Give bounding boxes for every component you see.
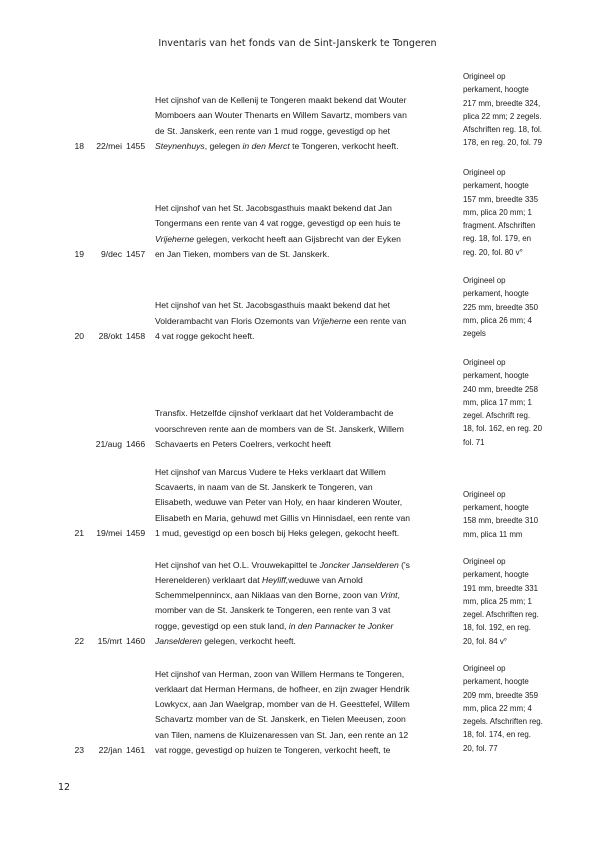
physical-description-line: zegels. Afschriften reg. xyxy=(463,717,543,727)
entry-year: 1457 xyxy=(126,248,146,259)
description-line xyxy=(155,437,455,452)
physical-description-line: perkament, hoogte xyxy=(463,289,529,299)
physical-description-line: mm, plica 11 mm xyxy=(463,529,523,539)
description-line xyxy=(155,298,455,313)
physical-description-line: 191 mm, breedte 331 xyxy=(463,583,539,593)
physical-description-line: zegels xyxy=(463,329,486,339)
italic-place-name: Heyliff, xyxy=(262,574,289,585)
entry-date: 28/okt xyxy=(98,330,122,341)
physical-description-line: perkament, hoogte xyxy=(463,677,529,687)
physical-description-line: Origineel op xyxy=(463,557,506,566)
italic-place-name: Steynenhuys xyxy=(155,140,205,151)
description-line xyxy=(155,480,455,495)
inventory-entry xyxy=(0,555,595,649)
description-line xyxy=(155,108,455,123)
description-line xyxy=(155,634,455,649)
physical-description-line: Origineel op xyxy=(463,664,506,673)
physical-description-line: fol. 71 xyxy=(463,437,485,447)
entry-physical-description xyxy=(463,662,559,755)
description-line xyxy=(155,697,455,712)
entry-date: 15/mrt xyxy=(97,635,122,646)
entry-year: 1460 xyxy=(126,635,146,646)
entry-description xyxy=(155,406,455,452)
italic-place-name: in den Merct xyxy=(242,140,290,151)
entry-number: 19 xyxy=(74,248,84,259)
description-line xyxy=(155,124,455,139)
physical-description-line: 158 mm, breedte 310 xyxy=(463,516,539,526)
text-run: Het cijnshof van Herman, zoon van Willem Hermans te Tongeren, xyxy=(155,668,405,679)
physical-description-line: zegel. Afschriften reg. xyxy=(463,610,539,620)
page-header: Inventaris van het fonds van de Sint-Janskerk te Tongeren xyxy=(158,38,437,49)
physical-description-line: Origineel op xyxy=(463,72,506,81)
entry-physical-description xyxy=(463,488,559,541)
entry-date: 22/jan xyxy=(98,744,122,755)
physical-description-line: Origineel op xyxy=(463,489,506,499)
text-run: Het cijnshof van Marcus Vudere te Heks verklaart dat Willem xyxy=(155,466,386,477)
text-run: Schemmelpennincx, aan Niklaas van den Borne, zoon van xyxy=(155,590,381,601)
text-run: Scavaerts, in naam van de St. Janskerk te Tongeren, van xyxy=(155,482,373,493)
entry-description xyxy=(155,465,455,541)
entry-number: 21 xyxy=(74,527,84,538)
entry-physical-description xyxy=(463,70,559,150)
physical-description-line: 18, fol. 192, en reg. xyxy=(463,623,531,633)
physical-description-line: 178, en reg. 20, fol. 79 xyxy=(463,138,542,148)
entry-description xyxy=(155,298,455,344)
text-run: en Jan Tieken, mombers van de St. Janskerk. xyxy=(155,248,330,259)
entry-description xyxy=(155,558,455,649)
physical-description-line: Origineel op xyxy=(463,168,506,177)
physical-description-line: 18, fol. 162, en reg. 20 xyxy=(463,424,542,434)
physical-description-line: 20, fol. 84 v° xyxy=(463,636,507,646)
description-line xyxy=(155,422,455,437)
physical-description-line: mm, plica 20 mm; 1 xyxy=(463,207,532,217)
entry-number: 23 xyxy=(74,744,84,755)
physical-description-line: 157 mm, breedte 335 xyxy=(463,194,539,204)
description-line xyxy=(155,667,455,682)
physical-description-line: mm, plica 22 mm; 4 xyxy=(463,703,532,713)
physical-description-line: perkament, hoogte xyxy=(463,181,529,191)
description-line xyxy=(155,216,455,231)
text-run: Lowkycx, aan Jan Waelgrap, momber van de H. Geesttefel, Willem xyxy=(155,699,410,710)
physical-description-line: perkament, hoogte xyxy=(463,85,529,95)
description-line xyxy=(155,139,455,154)
entry-physical-description xyxy=(463,274,559,340)
text-run: Herenelderen) verklaart dat xyxy=(155,574,262,585)
text-run: rogge, gevestigd op een stuk land, xyxy=(155,620,289,631)
physical-description-line: fragment. Afschriften xyxy=(463,221,536,231)
physical-description-line: 209 mm, breedte 359 xyxy=(463,690,539,700)
entry-year: 1455 xyxy=(126,140,146,151)
text-run: Het cijnshof van het St. Jacobsgasthuis maakt bekend dat het xyxy=(155,300,391,311)
italic-place-name: in den Pannacker te Jonker xyxy=(288,620,394,631)
physical-description-line: perkament, hoogte xyxy=(463,371,529,381)
entry-number: 18 xyxy=(74,140,84,151)
text-run: 1 mud, gevestigd op een bosch bij Heks gelegen, gekocht heeft. xyxy=(155,527,400,538)
text-run: Transfix. Hetzelfde cijnshof verklaart dat het Volderambacht de xyxy=(155,408,394,419)
physical-description-line: 225 mm, breedte 350 xyxy=(463,302,539,312)
description-line xyxy=(155,588,455,603)
text-run: weduwe van Arnold xyxy=(288,574,363,585)
entry-number: 20 xyxy=(74,330,84,341)
page-number: 12 xyxy=(58,782,71,793)
description-line xyxy=(155,682,455,697)
text-run: momber van de St. Janskerk te Tongeren, een rente van 3 vat xyxy=(155,605,391,616)
physical-description-line: Origineel op xyxy=(463,276,506,285)
physical-description-line: 240 mm, breedte 258 xyxy=(463,384,539,394)
physical-description-line: zegel. Afschrift reg. xyxy=(463,411,531,421)
physical-description-line: Origineel op xyxy=(463,358,506,367)
description-line xyxy=(155,314,455,329)
description-line xyxy=(155,406,455,421)
entry-description xyxy=(155,93,455,154)
description-line xyxy=(155,247,455,262)
text-run: Momboers aan Wouter Thenarts en Willem Savartz, mombers van xyxy=(155,110,407,121)
physical-description-line: mm, plica 17 mm; 1 xyxy=(463,397,532,407)
italic-place-name: Janselderen xyxy=(155,635,202,646)
italic-place-name: Vrijeherne xyxy=(312,315,352,326)
text-run: , gelegen xyxy=(204,140,243,151)
entry-year: 1458 xyxy=(126,330,146,341)
text-run: vat rogge, gevestigd op huizen te Tongeren, verkocht heeft, te xyxy=(155,744,391,755)
entry-date: 21/aug xyxy=(95,438,122,449)
inventory-entry xyxy=(0,70,595,154)
text-run: Schavartz momber van de St. Janskerk, en Tielen Meeusen, zoon xyxy=(155,714,406,725)
description-line xyxy=(155,603,455,618)
description-line xyxy=(155,93,455,108)
inventory-entry xyxy=(0,662,595,758)
inventory-entry xyxy=(0,274,595,344)
italic-place-name: Vrijeherne xyxy=(155,233,195,244)
description-line xyxy=(155,329,455,344)
text-run: verklaart dat Herman Hermans, de hofheer, en zijn zwager Hendrik xyxy=(155,683,410,694)
text-run: Het cijnshof van de Kellenij te Tongeren maakt bekend dat Wouter xyxy=(155,95,407,106)
physical-description-line: perkament, hoogte xyxy=(463,503,529,513)
entry-number: 22 xyxy=(74,635,84,646)
text-run: Volderambacht van Floris Ozemonts van xyxy=(155,315,313,326)
entry-physical-description xyxy=(463,356,559,449)
entry-year: 1461 xyxy=(126,744,146,755)
description-line xyxy=(155,712,455,727)
inventory-entry xyxy=(0,356,595,452)
text-run: , xyxy=(397,590,400,601)
description-line xyxy=(155,465,455,480)
text-run: een rente van xyxy=(351,315,407,326)
physical-description-line: 18, fol. 174, en reg. xyxy=(463,730,531,740)
description-line xyxy=(155,232,455,247)
physical-description-line: mm, plica 25 mm; 1 xyxy=(463,596,532,606)
physical-description-line: mm, plica 26 mm; 4 xyxy=(463,315,532,325)
text-run: gelegen, verkocht heeft aan Gijsbrecht van der Eyken xyxy=(194,233,401,244)
physical-description-line: Afschriften reg. 18, fol. xyxy=(463,125,542,135)
entry-physical-description xyxy=(463,555,559,648)
inventory-entry xyxy=(0,465,595,541)
text-run: Schavaerts en Peters Coelrers, verkocht heeft xyxy=(155,438,331,449)
text-run: Het cijnshof van het O.L. Vrouwekapittel te xyxy=(155,559,320,570)
entry-physical-description xyxy=(463,166,559,259)
description-line xyxy=(155,728,455,743)
text-run: de St. Janskerk, een rente van 1 mud rogge, gevestigd op het xyxy=(155,125,391,136)
entry-description xyxy=(155,667,455,758)
text-run: voorschreven rente aan de mombers van de St. Janskerk, Willem xyxy=(155,423,404,434)
text-run: Elisabeth en Maria, gehuwd met Gillis vn Hinnisdael, een rente van xyxy=(155,512,411,523)
text-run: ('s xyxy=(398,559,410,570)
physical-description-line: plica 22 mm; 2 zegels. xyxy=(463,111,542,121)
entry-year: 1459 xyxy=(126,527,146,538)
italic-place-name: Joncker Janselderen xyxy=(319,559,399,570)
inventory-entry xyxy=(0,166,595,262)
entry-date: 19/mei xyxy=(96,527,122,538)
physical-description-line: reg. 20, fol. 80 v° xyxy=(463,247,523,257)
description-line xyxy=(155,511,455,526)
entry-date: 9/dec xyxy=(100,248,122,259)
physical-description-line: perkament, hoogte xyxy=(463,570,529,580)
description-line xyxy=(155,743,455,758)
text-run: te Tongeren, verkocht heeft. xyxy=(289,140,399,151)
description-line xyxy=(155,573,455,588)
description-line xyxy=(155,526,455,541)
text-run: Elisabeth, weduwe van Peter van Holy, en haar kinderen Wouter, xyxy=(155,497,403,508)
text-run: Tongermans een rente van 4 vat rogge, gevestigd op een huis te xyxy=(155,218,401,229)
physical-description-line: reg. 18, fol. 179, en xyxy=(463,234,531,244)
description-line xyxy=(155,495,455,510)
italic-place-name: Vrint xyxy=(380,590,398,601)
entry-year: 1466 xyxy=(126,438,146,449)
description-line xyxy=(155,619,455,634)
text-run: van Tilen, namens de Kluizenaressen van St. Jan, een rente an 12 xyxy=(155,729,409,740)
description-line xyxy=(155,201,455,216)
text-run: 4 vat rogge gekocht heeft. xyxy=(155,330,255,341)
physical-description-line: 217 mm, breedte 324, xyxy=(463,98,541,108)
text-run: Het cijnshof van het St. Jacobsgasthuis maakt bekend dat Jan xyxy=(155,203,392,214)
physical-description-line: 20, fol. 77 xyxy=(463,743,498,753)
entry-description xyxy=(155,201,455,262)
description-line xyxy=(155,558,455,573)
text-run: gelegen, verkocht heeft. xyxy=(201,635,296,646)
entry-date: 22/mei xyxy=(96,140,122,151)
